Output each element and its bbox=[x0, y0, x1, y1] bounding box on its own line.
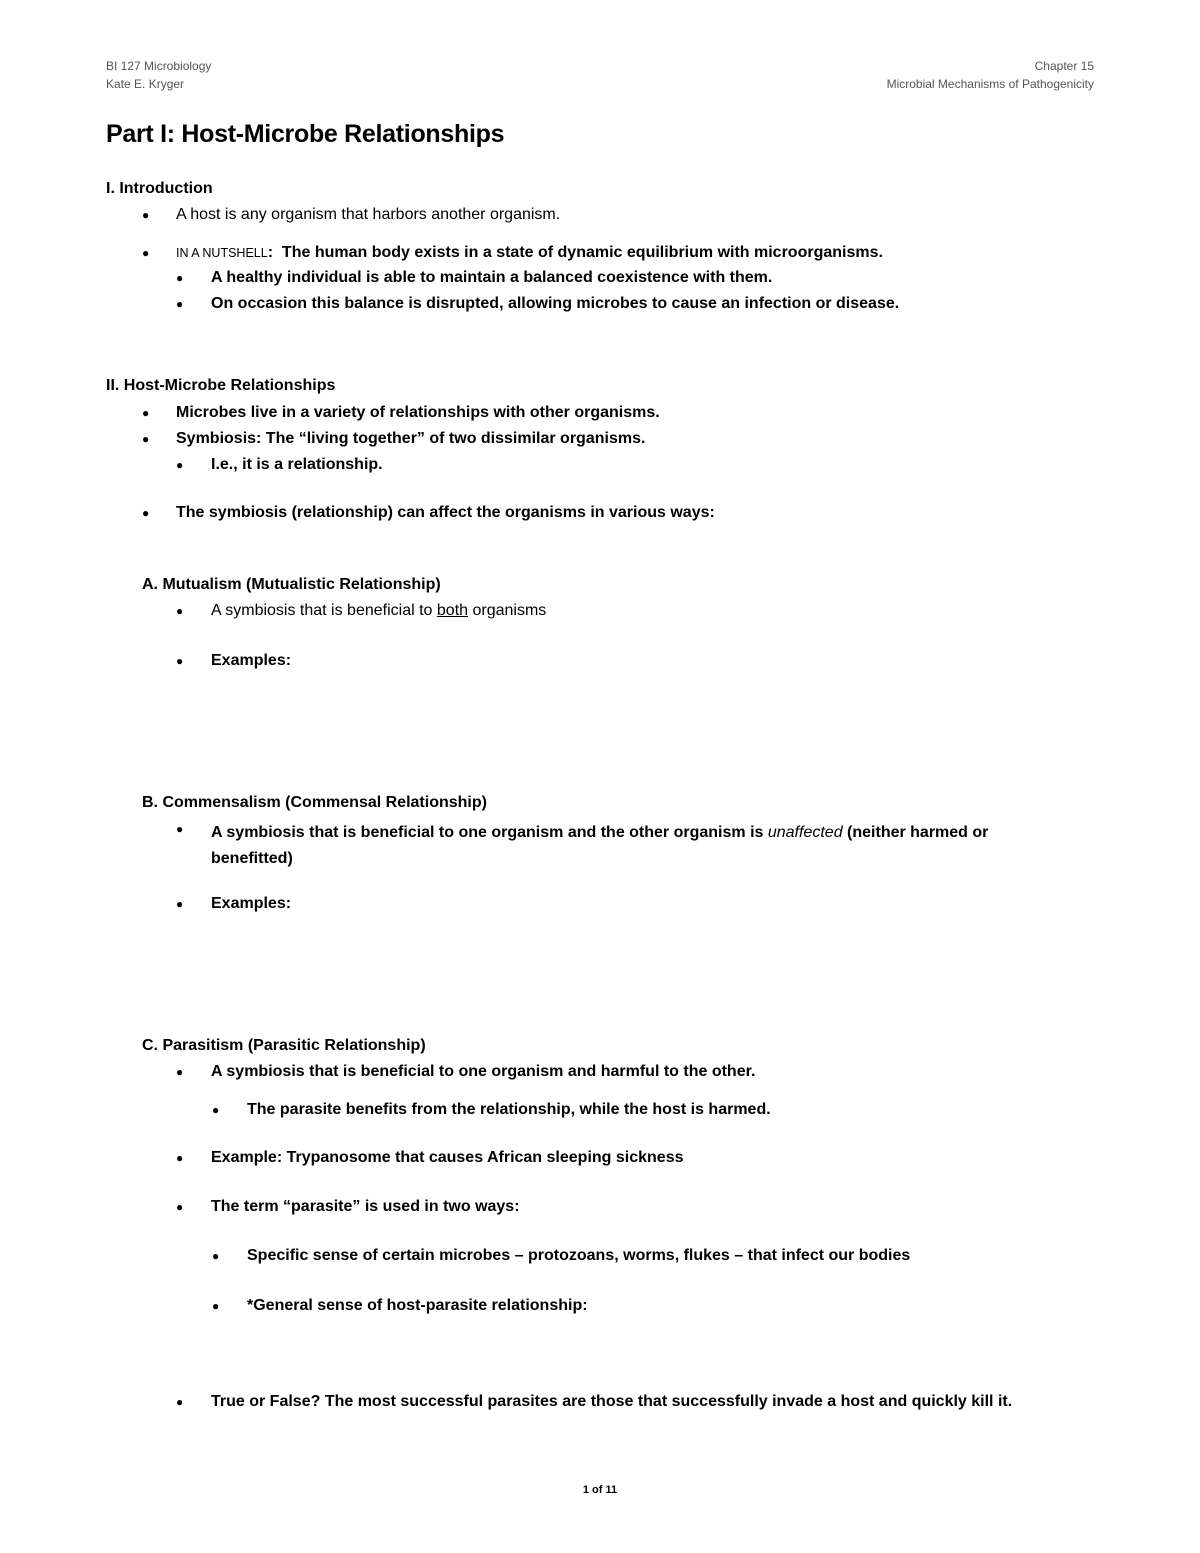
parasitism-subbullet-specific: Specific sense of certain microbes – protozoans, worms, flukes – that infect our bodies bbox=[247, 1247, 911, 1264]
commensalism-definition-pre: A symbiosis that is beneficial to one organism and the other organism is bbox=[211, 824, 768, 841]
nutshell-text: The human body exists in a state of dynamic equilibrium with microorganisms. bbox=[281, 244, 883, 261]
course-name: BI 127 Microbiology bbox=[106, 59, 212, 73]
parasitism-bullet-true-false: True or False? The most successful parasites are those that successfully invade a host and quickly kill it. bbox=[211, 1393, 1013, 1410]
section-heading-relationships: II. Host-Microbe Relationships bbox=[106, 377, 336, 394]
bullet-icon: ● bbox=[176, 897, 184, 911]
commensalism-bullet-examples: Examples: bbox=[211, 895, 292, 912]
nutshell-label: IN A NUTSHELL bbox=[176, 246, 268, 260]
page-number: 1 of 11 bbox=[582, 1484, 618, 1496]
bullet-icon: ● bbox=[142, 406, 150, 420]
bullet-icon: ● bbox=[142, 432, 150, 446]
nutshell-colon: : bbox=[267, 244, 274, 261]
relationships-bullet-symbiosis: Symbiosis: The “living together” of two dissimilar organisms. bbox=[176, 430, 646, 447]
mutualism-definition-emphasis: both bbox=[436, 602, 469, 619]
bullet-icon: ● bbox=[176, 458, 184, 472]
bullet-icon: ● bbox=[176, 1065, 184, 1079]
bullet-icon: ● bbox=[176, 271, 184, 285]
mutualism-definition-pre: A symbiosis that is beneficial to bbox=[211, 602, 437, 619]
mutualism-definition-post: organisms bbox=[468, 602, 547, 619]
commensalism-definition-post: (neither harmed or benefitted) bbox=[211, 824, 989, 867]
parasitism-bullet-term: The term “parasite” is used in two ways: bbox=[211, 1198, 520, 1215]
commensalism-definition-emphasis: unaffected bbox=[767, 824, 843, 841]
bullet-icon: ● bbox=[176, 1151, 184, 1165]
bullet-icon: ● bbox=[142, 246, 150, 260]
subsection-heading-parasitism: C. Parasitism (Parasitic Relationship) bbox=[142, 1037, 426, 1054]
bullet-icon: ● bbox=[176, 604, 184, 618]
bullet-icon: ● bbox=[212, 1299, 220, 1313]
intro-bullet-nutshell bbox=[176, 244, 883, 262]
bullet-icon: ● bbox=[212, 1249, 220, 1263]
parasitism-bullet-definition: A symbiosis that is beneficial to one organism and harmful to the other. bbox=[211, 1063, 756, 1080]
parasitism-subbullet-benefits: The parasite benefits from the relationship, while the host is harmed. bbox=[247, 1101, 771, 1118]
bullet-icon: ● bbox=[176, 297, 184, 311]
intro-bullet-host: A host is any organism that harbors another organism. bbox=[176, 206, 561, 223]
page-title: Part I: Host-Microbe Relationships bbox=[106, 120, 505, 148]
subsection-heading-commensalism: B. Commensalism (Commensal Relationship) bbox=[142, 794, 487, 811]
intro-subbullet-healthy: A healthy individual is able to maintain a balanced coexistence with them. bbox=[211, 269, 773, 286]
parasitism-subbullet-general: *General sense of host-parasite relationship: bbox=[247, 1297, 588, 1314]
mutualism-bullet-definition bbox=[211, 602, 546, 620]
bullet-icon: ● bbox=[176, 1395, 184, 1409]
bullet-icon: ● bbox=[176, 822, 184, 836]
bullet-icon: ● bbox=[176, 654, 184, 668]
bullet-icon: ● bbox=[142, 506, 150, 520]
bullet-icon: ● bbox=[212, 1103, 220, 1117]
subsection-heading-mutualism: A. Mutualism (Mutualistic Relationship) bbox=[142, 576, 441, 593]
mutualism-bullet-examples: Examples: bbox=[211, 652, 292, 669]
relationships-bullet-variety: Microbes live in a variety of relationships with other organisms. bbox=[176, 404, 660, 421]
commensalism-bullet-definition bbox=[211, 820, 1051, 872]
chapter-number: Chapter 15 bbox=[1034, 59, 1094, 73]
section-heading-introduction: I. Introduction bbox=[106, 180, 213, 197]
relationships-subbullet-ie: I.e., it is a relationship. bbox=[211, 456, 383, 473]
intro-subbullet-disrupted: On occasion this balance is disrupted, allowing microbes to cause an infection or disease. bbox=[211, 295, 900, 312]
bullet-icon: ● bbox=[142, 208, 150, 222]
chapter-title: Microbial Mechanisms of Pathogenicity bbox=[886, 77, 1094, 91]
parasitism-bullet-example: Example: Trypanosome that causes African sleeping sickness bbox=[211, 1149, 684, 1166]
bullet-icon: ● bbox=[176, 1200, 184, 1214]
relationships-bullet-affect: The symbiosis (relationship) can affect the organisms in various ways: bbox=[176, 504, 715, 521]
author-name: Kate E. Kryger bbox=[106, 77, 185, 91]
